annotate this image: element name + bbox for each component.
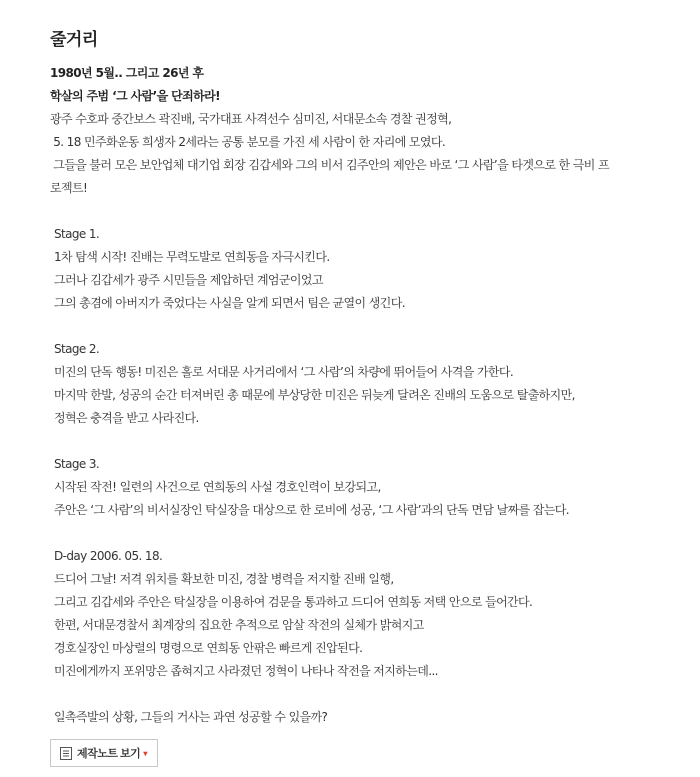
chevron-down-icon: ▾ (143, 748, 147, 758)
section-title: 줄거리 (50, 30, 98, 50)
dday-line: 드디어 그날! 저격 위치를 확보한 미진, 경찰 병력을 저지할 진배 일행, (54, 572, 394, 586)
dday-line: 미진에게까지 포위망은 좁혀지고 사라졌던 정혁이 나타나 작전을 저지하는데... (54, 664, 438, 678)
lead-line-date: 1980년 5월.. 그리고 26년 후 (50, 66, 204, 80)
dday-line: 한편, 서대문경찰서 최계장의 집요한 추적으로 암살 작전의 실체가 밝혀지고 (54, 618, 424, 632)
intro-line: 로젝트! (50, 181, 88, 195)
closing-line: 일촉즉발의 상황, 그들의 거사는 과연 성공할 수 있을까? (54, 710, 328, 724)
stage3-heading: Stage 3. (54, 457, 100, 471)
stage3-line: 시작된 작전! 일련의 사건으로 연희동의 사설 경호인력이 보강되고, (54, 480, 381, 494)
intro-line: 그들을 불러 모은 보안업체 대기업 회장 김갑세와 그의 비서 김주안의 제안은 바로 ‘그 사람’을 타겟으로 한 극비 프 (50, 158, 609, 172)
stage2-heading: Stage 2. (54, 342, 100, 356)
stage2-line: 마지막 한발, 성공의 순간 터져버린 총 때문에 부상당한 미진은 뒤늦게 달려온 진배의 도움으로 탈출하지만, (54, 388, 575, 402)
stage3-line: 주안은 ‘그 사람’의 비서실장인 탁실장을 대상으로 한 로비에 성공, ‘그 사람’과의 단독 면담 날짜를 잡는다. (54, 503, 569, 517)
dday-line: 경호실장인 마상렬의 명령으로 연희동 안팎은 빠르게 진압된다. (54, 641, 363, 655)
stage2-line: 미진의 단독 행동! 미진은 홀로 서대문 사거리에서 ‘그 사람’의 차량에 뛰어들어 사격을 가한다. (54, 365, 514, 379)
stage1-line: 그의 총겸에 아버지가 죽었다는 사실을 알게 되면서 팀은 균열이 생긴다. (54, 296, 405, 310)
production-note-label: 제작노트 보기 (77, 748, 141, 760)
document-icon (60, 747, 72, 760)
stage2-line: 정혁은 충격을 받고 사라진다. (54, 411, 199, 425)
dday-heading: D-day 2006. 05. 18. (54, 549, 163, 563)
stage1-line: 그러나 김갑세가 광주 시민들을 제압하던 계엄군이었고 (54, 273, 323, 287)
stage1-line: 1차 탐색 시작! 진배는 무력도발로 연희동을 자극시킨다. (54, 250, 330, 264)
lead-line-tagline: 학살의 주범 ‘그 사람’을 단죄하라! (50, 89, 220, 103)
production-note-button[interactable] (50, 739, 158, 767)
intro-line: 광주 수호파 중간보스 곽진배, 국가대표 사격선수 심미진, 서대문소속 경찰 권정혁, (50, 112, 452, 126)
intro-line: 5. 18 민주화운동 희생자 2세라는 공통 분모를 가진 세 사람이 한 자리에 모였다. (50, 135, 446, 149)
dday-line: 그리고 김갑세와 주안은 탁실장을 이용하여 검문을 통과하고 드디어 연희동 저택 안으로 들어간다. (54, 595, 533, 609)
stage1-heading: Stage 1. (54, 227, 100, 241)
